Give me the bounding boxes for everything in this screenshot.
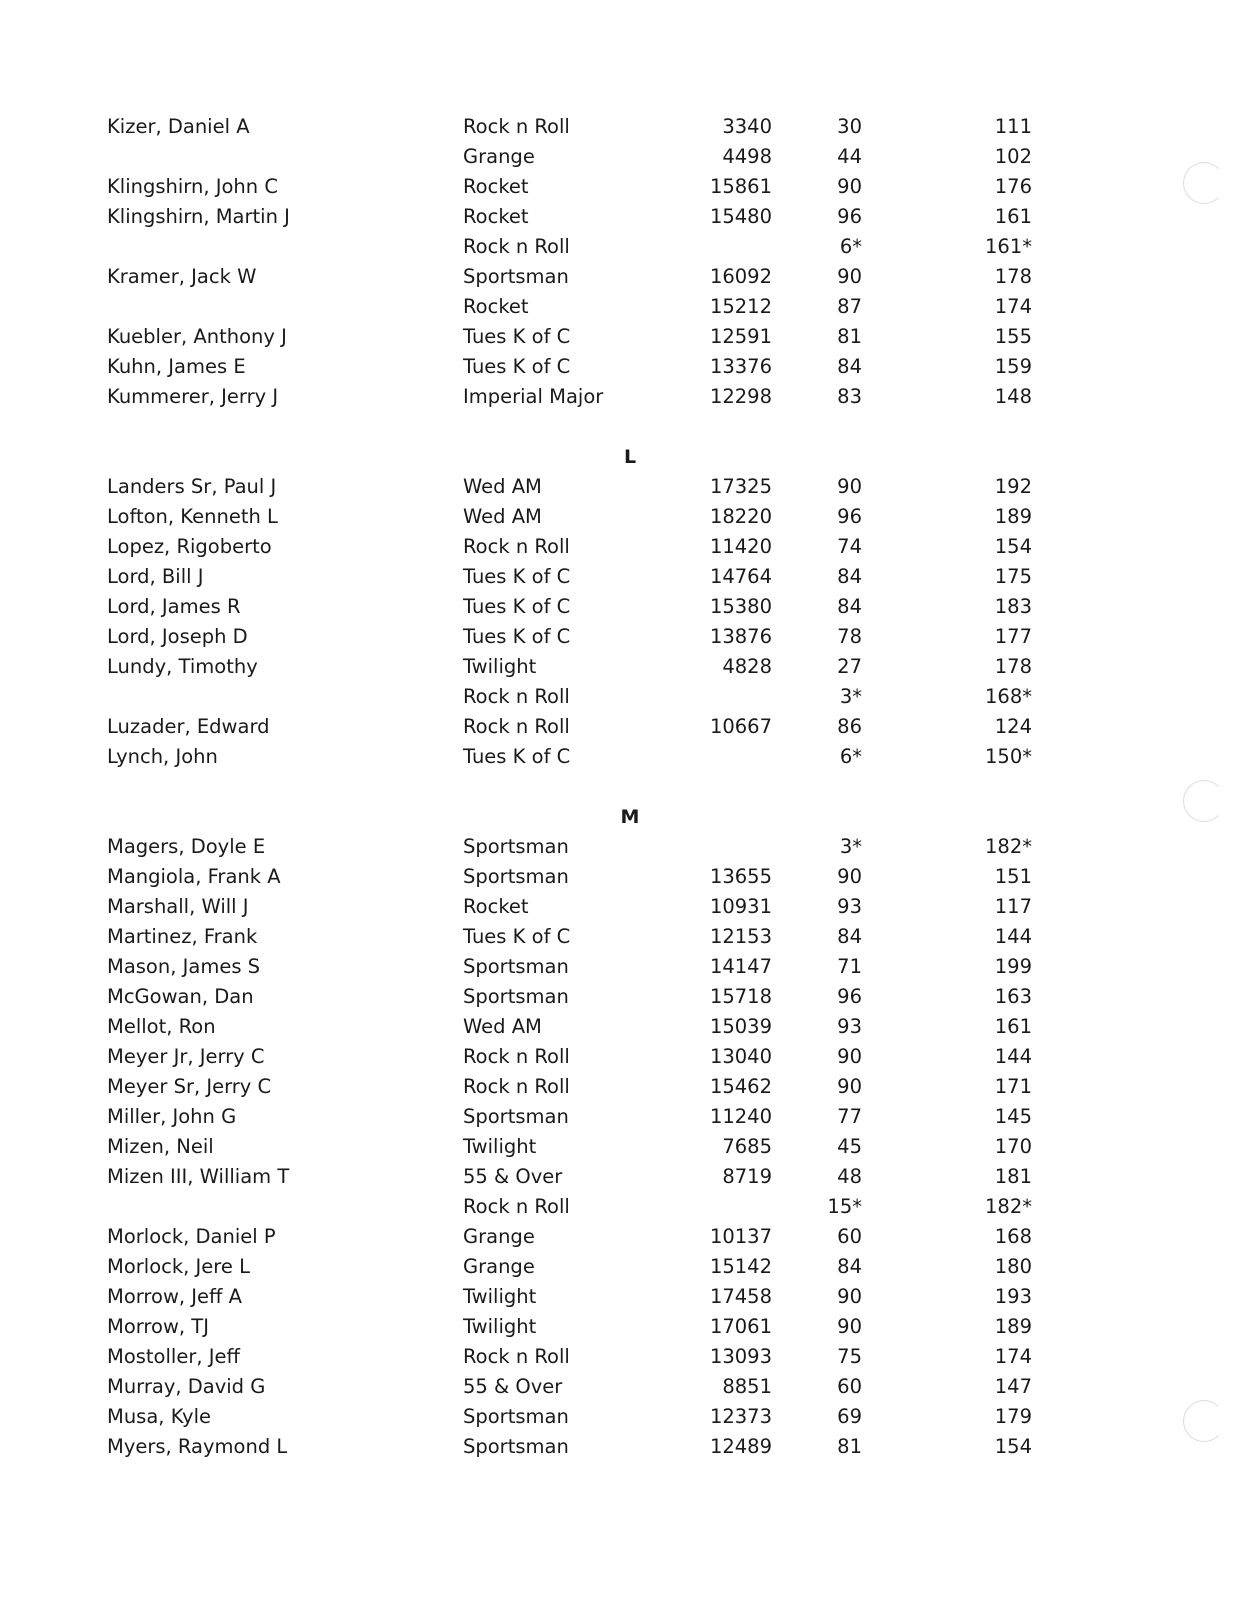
league-name: Rock n Roll [463,1075,570,1098]
games-count: 15* [827,1195,862,1218]
league-name: Sportsman [463,265,569,288]
games-count: 6* [839,235,862,258]
games-count: 84 [837,595,862,618]
total-pins: 8719 [722,1165,772,1188]
total-pins: 15462 [709,1075,772,1098]
league-name: Grange [463,1255,535,1278]
bowler-name: Musa, Kyle [107,1405,212,1428]
table-row [0,292,1245,322]
total-pins: 12373 [709,1405,772,1428]
total-pins: 14147 [709,955,772,978]
average-score: 154 [994,1435,1032,1458]
table-row [0,1072,1245,1102]
total-pins: 15480 [709,205,772,228]
bowler-name: Kummerer, Jerry J [107,385,279,408]
games-count: 90 [837,475,862,498]
league-name: Twilight [463,1285,537,1308]
league-name: Sportsman [463,1405,569,1428]
table-row [0,532,1245,562]
total-pins: 15861 [709,175,772,198]
average-score: 168* [985,685,1032,708]
table-row [0,742,1245,772]
games-count: 96 [837,205,862,228]
table-row [0,592,1245,622]
average-score: 171 [994,1075,1032,1098]
bowler-name: Morrow, Jeff A [107,1285,243,1308]
league-name: Rocket [463,175,529,198]
league-name: Sportsman [463,1105,569,1128]
table-row [0,1432,1245,1462]
league-name: Twilight [463,655,537,678]
section-letter: L [623,446,637,468]
games-count: 27 [837,655,862,678]
total-pins: 13093 [709,1345,772,1368]
table-row [0,1132,1245,1162]
league-name: Rock n Roll [463,115,570,138]
average-score: 174 [994,295,1032,318]
total-pins: 15380 [709,595,772,618]
bowler-name: Marshall, Will J [107,895,249,918]
games-count: 48 [837,1165,862,1188]
league-name: Wed AM [463,475,542,498]
average-score: 161* [985,235,1032,258]
table-row [0,262,1245,292]
total-pins: 13876 [709,625,772,648]
league-name: Rock n Roll [463,1195,570,1218]
bowler-name: Klingshirn, John C [107,175,278,198]
average-score: 159 [994,355,1032,378]
total-pins: 7685 [722,1135,772,1158]
games-count: 77 [837,1105,862,1128]
average-score: 178 [994,655,1032,678]
table-row [0,202,1245,232]
total-pins: 17061 [709,1315,772,1338]
bowler-name: Lord, Bill J [107,565,204,588]
games-count: 78 [837,625,862,648]
games-count: 81 [837,325,862,348]
bowler-name: Meyer Jr, Jerry C [107,1045,265,1068]
games-count: 69 [837,1405,862,1428]
total-pins: 15718 [709,985,772,1008]
bowler-name: Kuhn, James E [107,355,246,378]
table-row [0,1252,1245,1282]
punch-hole-mark [1183,780,1225,822]
total-pins: 10137 [709,1225,772,1248]
bowler-name: Morlock, Jere L [107,1255,250,1278]
average-score: 144 [994,925,1032,948]
league-name: Rock n Roll [463,715,570,738]
average-score: 189 [994,1315,1032,1338]
table-row [0,382,1245,412]
games-count: 3* [839,685,862,708]
average-score: 170 [994,1135,1032,1158]
games-count: 96 [837,505,862,528]
bowler-name: Morlock, Daniel P [107,1225,276,1248]
league-name: Twilight [463,1315,537,1338]
table-row [0,832,1245,862]
table-row [0,1342,1245,1372]
games-count: 83 [837,385,862,408]
league-name: Rock n Roll [463,535,570,558]
average-score: 148 [994,385,1032,408]
league-name: Tues K of C [463,625,571,648]
average-score: 193 [994,1285,1032,1308]
bowler-name: Meyer Sr, Jerry C [107,1075,272,1098]
league-name: Tues K of C [463,925,571,948]
league-name: Tues K of C [463,325,571,348]
average-score: 168 [994,1225,1032,1248]
bowler-name: Luzader, Edward [107,715,270,738]
average-score: 174 [994,1345,1032,1368]
average-score: 189 [994,505,1032,528]
games-count: 93 [837,895,862,918]
total-pins: 17458 [709,1285,772,1308]
average-score: 192 [994,475,1032,498]
games-count: 90 [837,865,862,888]
league-name: Rocket [463,205,529,228]
average-score: 183 [994,595,1032,618]
table-row [0,1402,1245,1432]
bowler-name: Miller, John G [107,1105,237,1128]
bowler-name: Magers, Doyle E [107,835,266,858]
games-count: 60 [837,1225,862,1248]
average-score: 176 [994,175,1032,198]
average-score: 154 [994,535,1032,558]
league-name: Rock n Roll [463,235,570,258]
league-name: Sportsman [463,835,569,858]
total-pins: 17325 [709,475,772,498]
bowler-name: Mizen, Neil [107,1135,214,1158]
bowler-name: Lundy, Timothy [107,655,258,678]
table-row [0,982,1245,1012]
average-score: 163 [994,985,1032,1008]
total-pins: 13376 [709,355,772,378]
games-count: 93 [837,1015,862,1038]
table-row [0,1282,1245,1312]
games-count: 3* [839,835,862,858]
total-pins: 16092 [709,265,772,288]
total-pins: 12591 [709,325,772,348]
bowler-name: Lord, James R [107,595,241,618]
games-count: 90 [837,175,862,198]
bowler-name: McGowan, Dan [107,985,254,1008]
games-count: 90 [837,1285,862,1308]
games-count: 75 [837,1345,862,1368]
table-row [0,652,1245,682]
table-row [0,682,1245,712]
average-score: 181 [994,1165,1032,1188]
games-count: 87 [837,295,862,318]
league-name: Rock n Roll [463,1045,570,1068]
average-score: 144 [994,1045,1032,1068]
bowler-name: Lord, Joseph D [107,625,248,648]
games-count: 96 [837,985,862,1008]
league-name: Wed AM [463,505,542,528]
games-count: 60 [837,1375,862,1398]
games-count: 84 [837,925,862,948]
league-name: Rocket [463,295,529,318]
table-row [0,232,1245,262]
table-row [0,562,1245,592]
table-row [0,862,1245,892]
league-name: Twilight [463,1135,537,1158]
league-name: 55 & Over [463,1165,563,1188]
table-row [0,1222,1245,1252]
average-score: 145 [994,1105,1032,1128]
league-name: Sportsman [463,1435,569,1458]
games-count: 74 [837,535,862,558]
league-name: Rock n Roll [463,685,570,708]
table-row [0,502,1245,532]
average-score: 155 [994,325,1032,348]
average-score: 102 [994,145,1032,168]
games-count: 84 [837,565,862,588]
total-pins: 4828 [722,655,772,678]
bowler-name: Landers Sr, Paul J [107,475,277,498]
table-row [0,1042,1245,1072]
table-row [0,1102,1245,1132]
average-score: 161 [994,1015,1032,1038]
total-pins: 18220 [709,505,772,528]
table-row [0,952,1245,982]
games-count: 90 [837,1315,862,1338]
average-score: 150* [985,745,1032,768]
bowler-name: Murray, David G [107,1375,266,1398]
average-score: 177 [994,625,1032,648]
bowler-name: Martinez, Frank [107,925,258,948]
league-name: Rocket [463,895,529,918]
league-name: Sportsman [463,865,569,888]
table-row [0,142,1245,172]
average-score: 151 [994,865,1032,888]
games-count: 44 [837,145,862,168]
total-pins: 12489 [709,1435,772,1458]
total-pins: 12298 [709,385,772,408]
league-name: Tues K of C [463,565,571,588]
bowler-name: Kuebler, Anthony J [107,325,287,348]
average-score: 147 [994,1375,1032,1398]
average-score: 175 [994,565,1032,588]
games-count: 84 [837,1255,862,1278]
total-pins: 15212 [709,295,772,318]
bowler-name: Myers, Raymond L [107,1435,288,1458]
league-name: Grange [463,1225,535,1248]
total-pins: 12153 [709,925,772,948]
bowler-name: Klingshirn, Martin J [107,205,290,228]
total-pins: 3340 [722,115,772,138]
total-pins: 10667 [709,715,772,738]
games-count: 71 [837,955,862,978]
table-row [0,112,1245,142]
bowler-name: Kramer, Jack W [107,265,257,288]
games-count: 81 [837,1435,862,1458]
games-count: 84 [837,355,862,378]
total-pins: 13040 [709,1045,772,1068]
bowler-name: Morrow, TJ [107,1315,209,1338]
average-score: 117 [994,895,1032,918]
average-score: 161 [994,205,1032,228]
bowler-name: Lopez, Rigoberto [107,535,272,558]
league-name: Imperial Major [463,385,604,408]
league-name: Wed AM [463,1015,542,1038]
average-score: 124 [994,715,1032,738]
average-score: 182* [985,835,1032,858]
games-count: 45 [837,1135,862,1158]
league-name: Rock n Roll [463,1345,570,1368]
bowler-name: Mostoller, Jeff [107,1345,240,1368]
section-letter: M [620,806,640,828]
table-row [0,1162,1245,1192]
table-row [0,892,1245,922]
bowler-name: Mason, James S [107,955,261,978]
average-score: 111 [994,115,1032,138]
league-name: Tues K of C [463,595,571,618]
games-count: 86 [837,715,862,738]
games-count: 30 [837,115,862,138]
games-count: 6* [839,745,862,768]
bowler-name: Mellot, Ron [107,1015,216,1038]
league-name: 55 & Over [463,1375,563,1398]
table-row [0,172,1245,202]
bowler-name: Mizen III, William T [107,1165,290,1188]
average-score: 199 [994,955,1032,978]
average-score: 178 [994,265,1032,288]
league-name: Sportsman [463,955,569,978]
league-name: Sportsman [463,985,569,1008]
league-name: Tues K of C [463,745,571,768]
games-count: 90 [837,265,862,288]
bowler-name: Lofton, Kenneth L [107,505,278,528]
table-row [0,472,1245,502]
league-name: Grange [463,145,535,168]
table-row [0,352,1245,382]
total-pins: 11420 [709,535,772,558]
total-pins: 10931 [709,895,772,918]
table-row [0,1372,1245,1402]
table-row [0,922,1245,952]
table-row [0,1012,1245,1042]
average-score: 182* [985,1195,1032,1218]
table-row [0,1312,1245,1342]
table-row [0,1192,1245,1222]
bowler-name: Lynch, John [107,745,218,768]
total-pins: 8851 [722,1375,772,1398]
table-row [0,712,1245,742]
games-count: 90 [837,1045,862,1068]
total-pins: 4498 [722,145,772,168]
total-pins: 14764 [709,565,772,588]
average-score: 180 [994,1255,1032,1278]
total-pins: 15039 [709,1015,772,1038]
bowler-name: Mangiola, Frank A [107,865,281,888]
games-count: 90 [837,1075,862,1098]
total-pins: 11240 [709,1105,772,1128]
total-pins: 13655 [709,865,772,888]
table-row [0,322,1245,352]
average-score: 179 [994,1405,1032,1428]
total-pins: 15142 [709,1255,772,1278]
table-row [0,622,1245,652]
league-name: Tues K of C [463,355,571,378]
bowler-name: Kizer, Daniel A [107,115,250,138]
